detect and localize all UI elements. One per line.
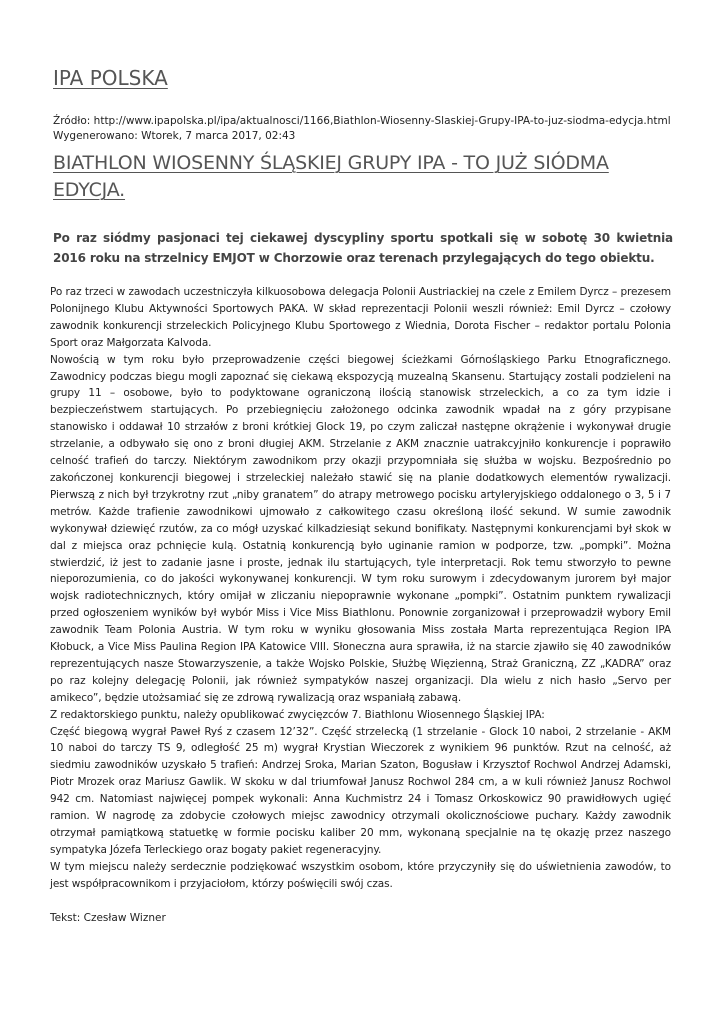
generated-line — [53, 129, 693, 144]
article-author: Tekst: Czesław Wizner — [50, 912, 166, 924]
source-label: Źródło: — [53, 115, 91, 127]
generated-label: Wygenerowano: — [53, 130, 138, 142]
body-paragraph: W tym miejscu należy serdecznie podziękować wszystkim osobom, które przyczyniły się do uświetnienia zawodów, to jest współpracownikom i przyjaciołom, którzy poświęcili swój czas. — [50, 860, 671, 890]
generated-date: Wtorek, 7 marca 2017, 02:43 — [141, 130, 296, 142]
source-url[interactable]: http://www.ipapolska.pl/ipa/aktualnosci/1166,Biathlon-Wiosenny-Slaskiej-Grupy-IPA-to-juz-siodma-edycja.html — [93, 115, 671, 127]
body-paragraph: Część biegową wygrał Paweł Ryś z czasem 12’32”. Część strzelecką (1 strzelanie - Glock 10 naboi, 2 strzelanie - AKM 10 naboi do tarczy TS 9, odległość 25 m) wygrał Krystian Wieczorek z wynikiem 96 punktów. Rzut na celność, aż siedmiu zawodników uzyskało 5 trafień: Andrzej Sroka, Marian Szaton, Bogusław i Krzysztof Rochwol Andrzej Adamski, Piotr Mrozek oraz Mariusz Gawlik. W skoku w dal triumfował Janusz Rochwol 284 cm, a w kuli również Janusz Rochwol 942 cm. Natomiast najwięcej pompek wykonali: Anna Kuchmistrz 24 i Tomasz Orkoskowicz 90 prawidłowych ugięć ramion. W nagrodę za zdobycie czołowych miejsc zawodnicy otrzymali okolicznościowe puchary. Każdy zawodnik otrzymał pamiątkową statuetkę w formie pocisku kaliber 20 mm, wykonaną specjalnie na tę okazję przez naszego sympatyka Józefa Terleckiego oraz bogaty pakiet regeneracyjny. — [50, 725, 671, 856]
source-line — [53, 114, 693, 129]
article-title[interactable]: BIATHLON WIOSENNY ŚLĄSKIEJ GRUPY IPA - TO JUŻ SIÓDMA EDYCJA. — [53, 152, 609, 201]
document-meta — [53, 114, 693, 144]
body-paragraph: Nowością w tym roku było przeprowadzenie części biegowej ścieżkami Górnośląskiego Parku Etnograficznego. Zawodnicy podczas biegu mogli zapoznać się ciekawą ekspozycją muzealną Skansenu. Startujący zostali podzieleni na grupy 11 – osobowe, było to podyktowane ograniczoną ilością stanowisk strzeleckich, a co za tym idzie i bezpieczeństwem startujących. Po przebiegnięciu założonego odcinka zawodnik wpadał na z góry przypisane stanowisko i oddawał 10 strzałów z broni krótkiej Glock 19, po czym zaliczał następne okrążenie i wykonywał drugie strzelanie, a odbywało się ono z broni długiej AKM. Strzelanie z AKM znacznie uatrakcyjniło konkurencje i poprawiło celność trafień do tarczy. Niektórym zawodnikom przy okazji przypomniała się służba w wojsku. Bezpośrednio po zakończonej konkurencji biegowej i strzeleckiej należało stawić się na planie dodatkowych elementów rywalizacji. Pierwszą z nich był trzykrotny rzut „niby granatem” do atrapy metrowego pocisku artyleryjskiego oddalonego o 3, 5 i 7 metrów. Każde trafienie zawodnikowi ujmowało z całkowitego czasu określoną ilość sekund. W sumie zawodnik wykonywał dziewięć rzutów, za co mógł uzyskać kilkadziesiąt sekund bonifikaty. Następnymi konkurencjami był skok w dal z miejsca oraz pchnięcie kulą. Ostatnią konkurencją było uginanie ramion w podporze, tzw. „pompki”. Można stwierdzić, iż jest to zadanie jasne i proste, jednak ilu startujących, tyle interpretacji. Rok temu stworzyło to pewne nieporozumienia, co do jakości wykonywanej konkurencji. W tym roku surowym i zdecydowanym jurorem był major wojsk radiotechnicznych, który omijał w zliczaniu niepoprawnie wykonane „pompki”. Ostatnim punktem rywalizacji przed ogłoszeniem wyników był wybór Miss i Vice Miss Biathlonu. Ponownie zorganizował i przeprowadził wybory Emil zawodnik Team Polonia Austria. W tym roku w wyniku głosowania Miss została Marta reprezentująca Region IPA Kłobuck, a Vice Miss Paulina Region IPA Katowice VIII. Słoneczna aura sprawiła, iż na starcie zjawiło się 40 zawodników reprezentujących nasze Stowarzyszenie, a także Wojsko Polskie, Służbę Więzienną, Straż Graniczną, ZZ „KADRA” oraz po raz kolejny delegację Polonii, jak również sympatyków naszej organizacji. Dla wielu z nich hasło „Servo per amikeco”, będzie utożsamiać się ze zdrową rywalizacją oraz wspaniałą zabawą. — [50, 353, 671, 704]
article-lead: Po raz siódmy pasjonaci tej ciekawej dyscypliny sportu spotkali się w sobotę 30 kwietnia 2016 roku na strzelnicy EMJOT w Chorzowie oraz terenach przylegających do tego obiektu. — [53, 231, 673, 265]
site-title[interactable]: IPA POLSKA — [53, 66, 168, 90]
body-paragraph: Z redaktorskiego punktu, należy opublikować zwycięzców 7. Biathlonu Wiosennego Śląskiej IPA: — [50, 708, 545, 721]
article-body — [50, 284, 671, 893]
body-paragraph: Po raz trzeci w zawodach uczestniczyła kilkuosobowa delegacja Polonii Austriackiej na czele z Emilem Dyrcz – prezesem Polonijnego Klubu Aktywności Sportowych PAKA. W skład reprezentacji Polonii weszli również: Emil Dyrcz – czołowy zawodnik konkurencji strzeleckich Policyjnego Klubu Sportowego z Wiednia, Dorota Fischer – redaktor portalu Polonia Sport oraz Małgorzata Kalvoda. — [50, 286, 671, 349]
